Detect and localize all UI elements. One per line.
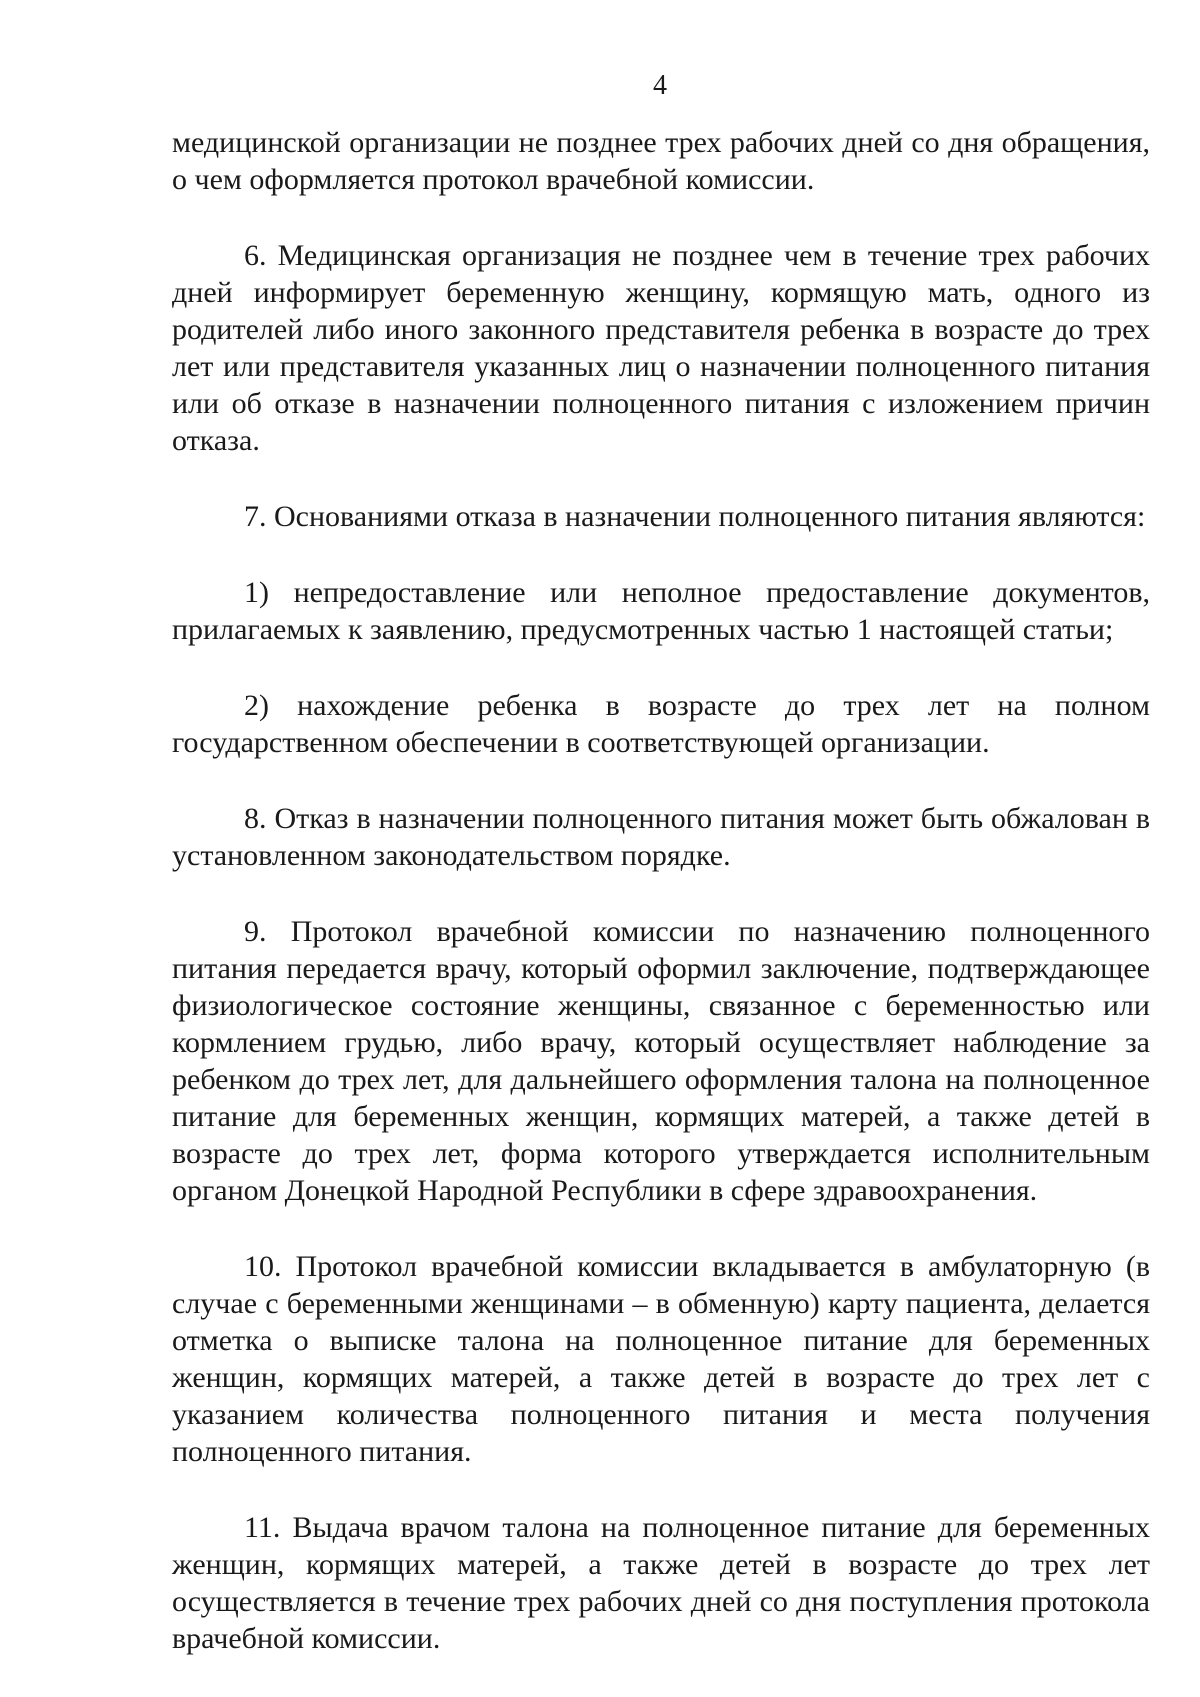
paragraph-7-item-1: 1) непредоставление или неполное предоставление документов, прилагаемых к заявлению, предусмотренных частью 1 настоящей статьи; bbox=[172, 576, 1150, 646]
paragraph-continuation: медицинской организации не позднее трех рабочих дней со дня обращения, о чем оформляется протокол врачебной комиссии. bbox=[172, 126, 1150, 196]
paragraph-7-item-2: 2) нахождение ребенка в возрасте до трех лет на полном государственном обеспечении в соответствующей организации. bbox=[172, 689, 1150, 759]
paragraph-9: 9. Протокол врачебной комиссии по назначению полноценного питания передается врачу, который оформил заключение, подтверждающее физиологическое состояние женщины, связанное с беременностью или кормлением грудью, либо врачу, который осуществляет наблюдение за ребенком до трех лет, для дальнейшего оформления талона на полноценное питание для беременных женщин, кормящих матерей, а также детей в возрасте до трех лет, форма которого утверждается исполнительным органом Донецкой Народной Республики в сфере здравоохранения. bbox=[172, 915, 1150, 1207]
paragraph-7: 7. Основаниями отказа в назначении полноценного питания являются: bbox=[244, 500, 1146, 533]
page-number: 4 bbox=[653, 70, 667, 101]
paragraph-10: 10. Протокол врачебной комиссии вкладывается в амбулаторную (в случае с беременными женщинами – в обменную) карту пациента, делается отметка о выписке талона на полноценное питание для беременных женщин, кормящих матерей, а также детей в возрасте до трех лет с указанием количества полноценного питания и места получения полноценного питания. bbox=[172, 1250, 1150, 1468]
paragraph-8: 8. Отказ в назначении полноценного питания может быть обжалован в установленном законодательством порядке. bbox=[172, 802, 1150, 872]
paragraph-6: 6. Медицинская организация не позднее чем в течение трех рабочих дней информирует беременную женщину, кормящую мать, одного из родителей либо иного законного представителя ребенка в возрасте до трех лет или представителя указанных лиц о назначении полноценного питания или об отказе в назначении полноценного питания с изложением причин отказа. bbox=[172, 239, 1150, 457]
paragraph-11: 11. Выдача врачом талона на полноценное питание для беременных женщин, кормящих матерей, а также детей в возрасте до трех лет осуществляется в течение трех рабочих дней со дня поступления протокола врачебной комиссии. bbox=[172, 1511, 1150, 1655]
document-body bbox=[172, 124, 1150, 1657]
